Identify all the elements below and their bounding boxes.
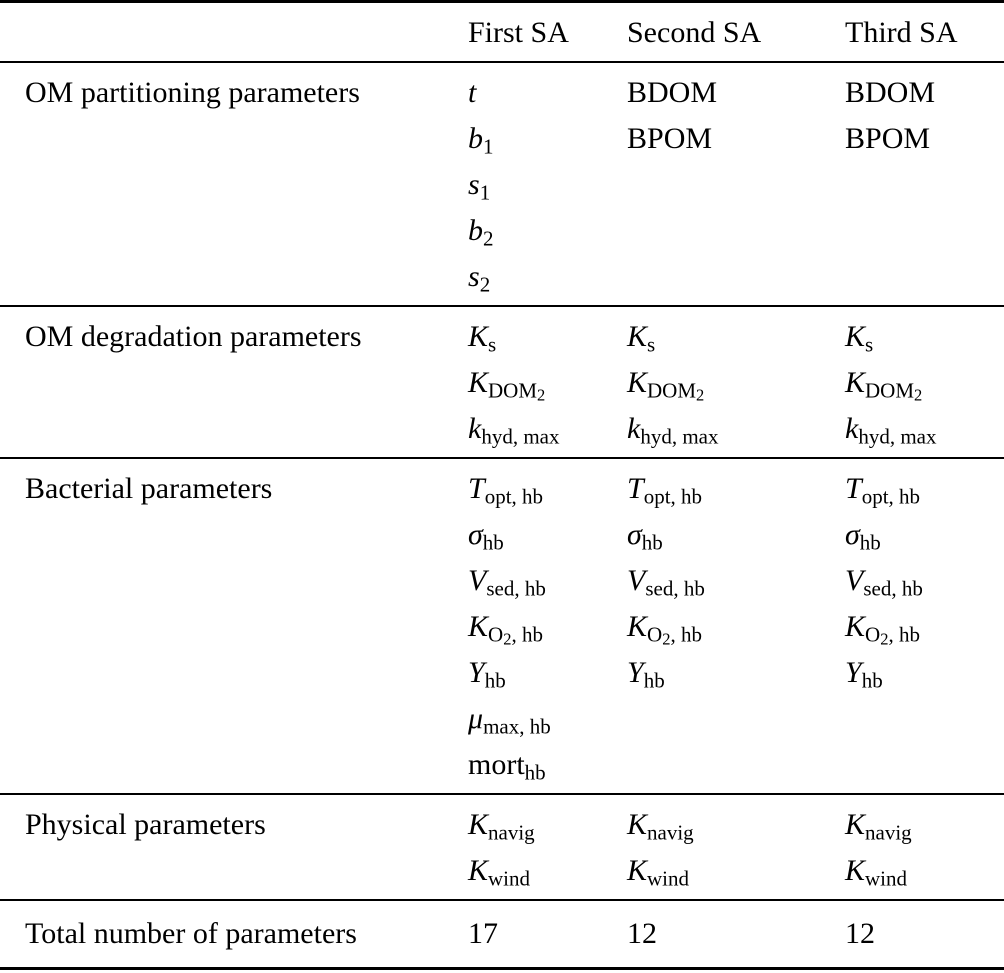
section-om-degradation [0,305,1004,457]
total-value-first-sa: 17 [468,917,498,950]
parameter-symbol: $KDOM_2$ [845,366,923,405]
parameter-line [627,512,845,558]
section-label: Physical parameters [25,808,266,841]
parameter-line [468,466,627,512]
parameter-symbol: $KDOM_2$ [627,366,705,405]
parameter-line [468,696,627,742]
parameter-symbol: Yhb [468,656,506,693]
param-cell-second-sa [627,795,845,899]
section-physical [0,793,1004,899]
parameter-symbol: Ks [468,320,497,357]
parameter-line [468,742,627,788]
parameter-line [468,254,627,300]
parameter-symbol: Vsed, hb [468,564,546,601]
parameter-symbol: σhb [845,518,881,555]
param-cell-first-sa [468,63,627,305]
parameter-line [468,360,627,406]
parameter-line [468,512,627,558]
parameter-symbol: Yhb [627,656,665,693]
param-cell-third-sa [845,307,1000,457]
parameter-symbol: Knavig [468,808,535,845]
parameter-symbol: σhb [627,518,663,555]
parameter-symbol: $KDOM_2$ [468,366,546,405]
parameter-symbol: t [468,76,477,109]
parameter-symbol: Topt, hb [845,472,921,509]
parameter-symbol: s1 [468,168,491,205]
total-row [0,899,1004,970]
parameter-line [627,314,845,360]
parameter-symbol: morthb [468,748,546,785]
parameter-symbol: Yhb [845,656,883,693]
parameter-symbol: Knavig [627,808,694,845]
parameter-line [845,802,1000,848]
section-label: Bacterial parameters [25,472,273,505]
parameter-line [845,360,1000,406]
parameter-line [627,650,845,696]
parameter-line [627,604,845,650]
header-third-sa: Third SA [845,16,958,49]
parameter-line [468,70,627,116]
parameter-symbol: s2 [468,260,491,297]
param-cell-second-sa [627,63,845,305]
parameter-line [627,558,845,604]
parameter-symbol: khyd, max [468,412,560,449]
parameter-line [627,466,845,512]
parameter-line [627,70,845,116]
parameter-symbol: BDOM [845,76,936,109]
parameter-symbol: BDOM [627,76,718,109]
param-cell-first-sa [468,459,627,793]
parameter-line [845,116,1000,162]
total-value-third-sa: 12 [845,917,875,950]
parameter-line [468,650,627,696]
param-cell-third-sa [845,459,1000,793]
parameter-line [627,848,845,894]
parameter-line [627,116,845,162]
parameter-line [845,558,1000,604]
parameter-line [468,406,627,452]
param-cell-third-sa [845,63,1000,305]
table-header-row [0,3,1004,61]
parameter-line [845,848,1000,894]
parameter-line [845,512,1000,558]
parameter-symbol: BPOM [627,122,713,155]
parameter-line [627,802,845,848]
parameter-line [627,360,845,406]
parameter-symbol: Ks [845,320,874,357]
parameter-line [845,604,1000,650]
total-value-second-sa: 12 [627,917,657,950]
header-first-sa: First SA [468,16,569,49]
parameter-line [468,604,627,650]
header-second-sa: Second SA [627,16,762,49]
parameter-symbol: Kwind [468,854,531,891]
parameter-line [468,116,627,162]
param-cell-first-sa [468,307,627,457]
parameter-symbol: khyd, max [627,412,719,449]
parameter-line [468,162,627,208]
section-label: OM partitioning parameters [25,76,360,109]
parameter-line [845,70,1000,116]
parameter-symbol: Topt, hb [627,472,703,509]
parameter-symbol: Kwind [627,854,690,891]
parameter-symbol: σhb [468,518,504,555]
parameter-line [845,314,1000,360]
parameter-line [468,558,627,604]
parameter-symbol: Knavig [845,808,912,845]
parameter-symbol: $KO_2$, hb [845,610,920,649]
parameter-line [845,650,1000,696]
parameter-line [627,406,845,452]
parameter-symbol: khyd, max [845,412,937,449]
parameter-symbol: Kwind [845,854,908,891]
parameter-symbol: Vsed, hb [627,564,705,601]
param-cell-second-sa [627,459,845,793]
total-label: Total number of parameters [25,917,357,950]
param-cell-first-sa [468,795,627,899]
parameter-line [468,848,627,894]
parameter-line [845,466,1000,512]
param-cell-third-sa [845,795,1000,899]
header-empty-cell [25,3,468,61]
parameter-symbol: Topt, hb [468,472,544,509]
parameter-symbol: Ks [627,320,656,357]
parameter-line [468,802,627,848]
parameter-symbol: $KO_2$, hb [627,610,702,649]
parameter-line [468,208,627,254]
parameter-symbol: $KO_2$, hb [468,610,543,649]
parameter-line [468,314,627,360]
parameter-symbol: μmax, hb [468,702,551,739]
parameter-line [845,406,1000,452]
parameter-symbol: b2 [468,214,494,251]
param-cell-second-sa [627,307,845,457]
section-bacterial [0,457,1004,793]
section-om-partitioning [0,61,1004,305]
parameter-symbol: b1 [468,122,494,159]
parameter-symbol: Vsed, hb [845,564,923,601]
parameter-symbol: BPOM [845,122,931,155]
section-label: OM degradation parameters [25,320,362,353]
